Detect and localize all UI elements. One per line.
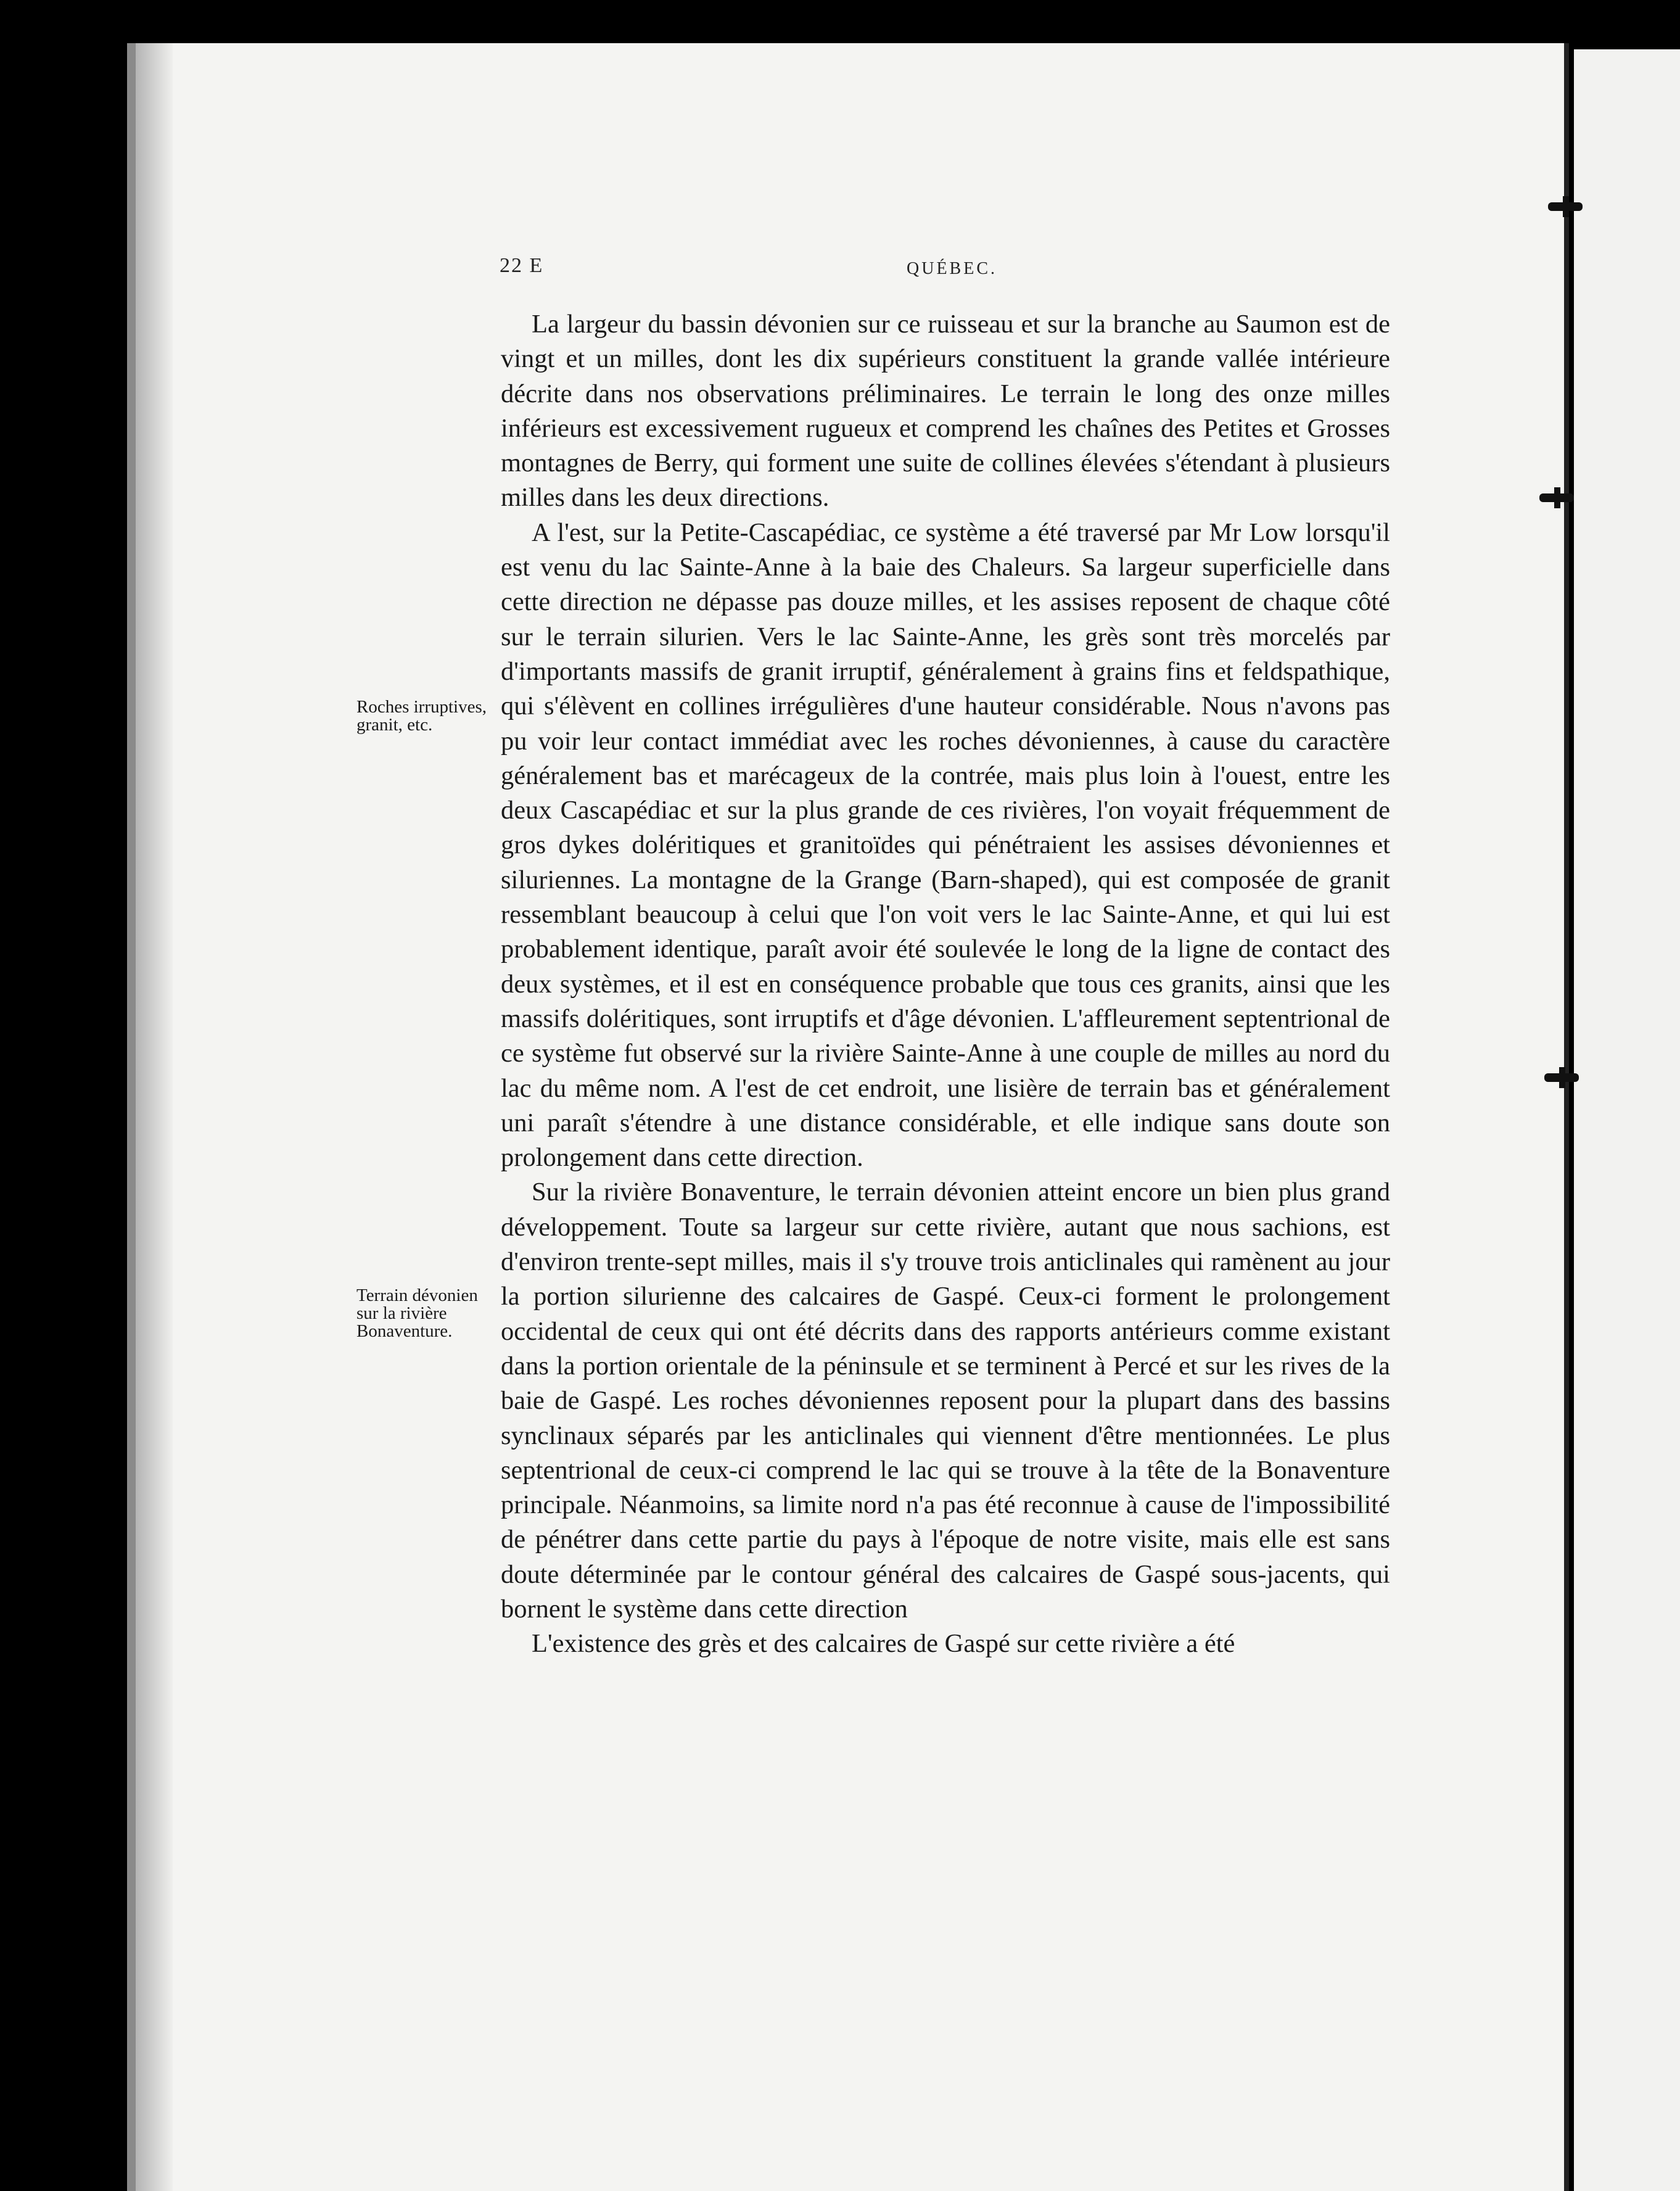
margin-note-roches-irruptives: Roches irruptives, granit, etc. (356, 697, 487, 735)
binding-clip-icon (1544, 1073, 1579, 1082)
paragraph: A l'est, sur la Petite-Cascapédiac, ce système a été traversé par Mr Low lorsqu'il est venu du lac Sainte-Anne à la baie des Chaleurs. Sa largeur superficielle dans cette direction ne dépasse pas douze milles, et les assises reposent de chaque côté sur le terrain silurien. Vers le lac Sainte-Anne, les grès sont très morcelés par d'importants massifs de granit irruptif, généralement à grains fins et feldspathique, qui s'élèvent en collines irrégulières d'une hauteur considérable. Nous n'avons pas pu voir leur contact immédiat avec les roches dévoniennes, à cause du caractère généralement bas et marécageux de la contrée, mais plus loin à l'ouest, entre les deux Cascapédiac et sur la plus grande de ces rivières, l'on voyait fréquemment de gros dykes doléritiques et granitoïdes qui pénétraient les assises dévoniennes et siluriennes. La montagne de la Grange (Barn-shaped), qui est composée de granit ressemblant beaucoup à celui que l'on voit vers le lac Sainte-Anne, et qui lui est probablement identique, paraît avoir été soulevée le long de la ligne de contact des deux systèmes, et il est en conséquence probable que tous ces granits, ainsi que les massifs doléritiques, sont irruptifs et d'âge dévonien. L'affleurement septentrional de ce système fut observé sur la rivière Sainte-Anne à une couple de milles au nord du lac du même nom. A l'est de cet endroit, une lisière de terrain bas et généralement uni paraît s'étendre à une distance considérable, et elle indique sans doute son prolongement dans cette direction. (501, 518, 1390, 1173)
running-title: QUÉBEC. (907, 259, 997, 278)
paragraph: La largeur du bassin dévonien sur ce ruisseau et sur la branche au Saumon est de vingt et un milles, dont les dix supérieurs constituent la grande vallée intérieure décrite dans nos observations préliminaires. Le terrain le long des onze milles inférieurs est excessivement rugueux et comprend les chaînes des Petites et Grosses montagnes de Berry, qui forment une suite de collines élevées s'étendant à plusieurs milles dans les deux directions. (501, 310, 1390, 513)
page-number: 22 E (500, 254, 544, 277)
adjacent-page-edge (1574, 49, 1680, 2191)
margin-note-terrain-devonien: Terrain dévonien sur la rivière Bonaventure. (356, 1285, 478, 1341)
binding-clip-icon (1539, 493, 1574, 502)
page-edge-shadow (1564, 43, 1569, 2191)
paragraph: Sur la rivière Bonaventure, le terrain dévonien atteint encore un bien plus grand développement. Toute sa largeur sur cette rivière, autant que nous sachions, est d'environ trente-sept milles, mais il s'y trouve trois anticlinales qui ramènent au jour la portion silurienne des calcaires de Gaspé. Ceux-ci forment le prolongement occidental de ceux qui ont été décrits dans des rapports antérieurs comme existant dans la portion orientale de la péninsule et se terminent à Percé et sur les rives de la baie de Gaspé. Les roches dévoniennes reposent pour la plupart dans des bassins synclinaux séparés par les anticlinales qui viennent d'être mentionnées. Le plus septentrional de ceux-ci comprend le lac qui se trouve à la tête de la Bonaventure principale. Néanmoins, sa limite nord n'a pas été reconnue à cause de l'impossibilité de pénétrer dans cette partie du pays à l'époque de notre visite, mais elle est sans doute déterminée par le contour général des calcaires de Gaspé sous-jacents, qui bornent le système dans cette direction (501, 1178, 1390, 1624)
paragraph: L'existence des grès et des calcaires de Gaspé sur cette rivière a été (532, 1629, 1235, 1659)
page-header (500, 254, 1394, 291)
page-body-text (501, 307, 1390, 1662)
binding-clip-icon (1548, 202, 1583, 211)
